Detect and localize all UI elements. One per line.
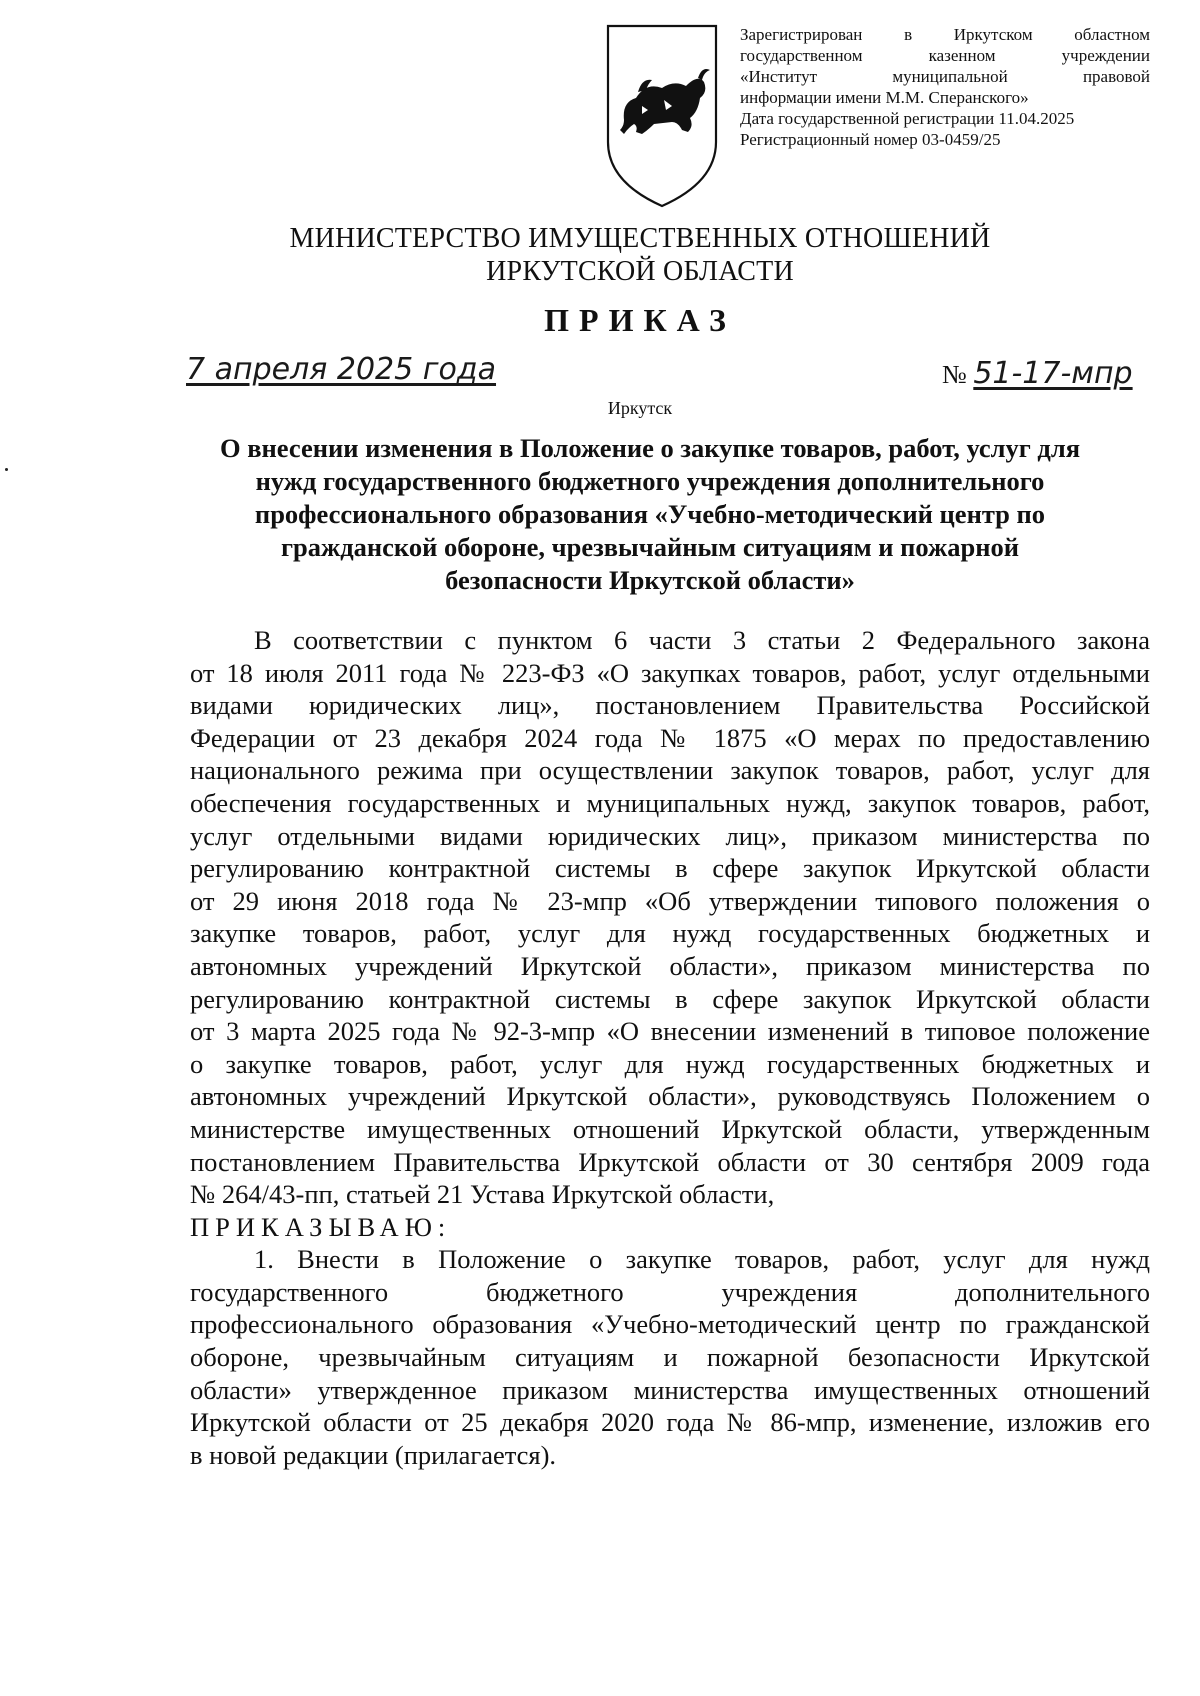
preamble-line: от 3 марта 2025 года № 92-3-мпр «О внесении изменений в типовое положение bbox=[190, 1016, 1150, 1047]
preamble-line: услуг отдельными видами юридических лиц», приказом министерства по bbox=[190, 820, 1150, 851]
document-body bbox=[190, 624, 1150, 1471]
item-1-line: обороне, чрезвычайным ситуациям и пожарной безопасности Иркутской bbox=[190, 1342, 1150, 1373]
registration-line: «Институт муниципальной правовой bbox=[740, 67, 1150, 86]
item-1-line: в новой редакции (прилагается). bbox=[190, 1439, 557, 1470]
preamble-line: от 18 июля 2011 года № 223-ФЗ «О закупках товаров, работ, услуг отдельными bbox=[190, 657, 1150, 688]
coat-of-arms-icon bbox=[602, 22, 722, 212]
number-sign: № bbox=[942, 360, 967, 389]
preamble-line: постановлением Правительства Иркутской области от 30 сентября 2009 года bbox=[190, 1146, 1150, 1177]
item-1-line: профессионального образования «Учебно-методический центр по гражданской bbox=[190, 1309, 1150, 1340]
preamble-line: обеспечения государственных и муниципальных нужд, закупок товаров, работ, bbox=[190, 787, 1150, 818]
preamble-line: № 264/43-пп, статьей 21 Устава Иркутской области, bbox=[190, 1179, 775, 1210]
order-number bbox=[942, 356, 1133, 391]
subject-line: О внесении изменения в Положение о закупке товаров, работ, услуг для bbox=[219, 433, 1081, 463]
preamble-line: автономных учреждений Иркутской области», приказом министерства по bbox=[190, 950, 1150, 981]
item-1-line: государственного бюджетного учреждения дополнительного bbox=[190, 1276, 1150, 1307]
preamble-line: регулированию контрактной системы в сфере закупок Иркутской области bbox=[190, 853, 1150, 884]
item-1-line: 1. Внести в Положение о закупке товаров, работ, услуг для нужд bbox=[254, 1244, 1150, 1275]
ministry-name-line: МИНИСТЕРСТВО ИМУЩЕСТВЕННЫХ ОТНОШЕНИЙ bbox=[289, 223, 991, 254]
item-1-line: области» утвержденное приказом министерства имущественных отношений bbox=[190, 1374, 1150, 1405]
ministry-name-line: ИРКУТСКОЙ ОБЛАСТИ bbox=[486, 256, 794, 287]
scan-speck bbox=[5, 468, 8, 471]
order-word: ПРИКАЗЫВАЮ: bbox=[190, 1211, 452, 1242]
subject-line: профессионального образования «Учебно-методический центр по bbox=[254, 499, 1046, 529]
subject-line: гражданской обороне, чрезвычайным ситуациям и пожарной bbox=[281, 532, 1019, 562]
preamble-line: национального режима при осуществлении закупок товаров, работ, услуг для bbox=[190, 755, 1150, 786]
subject-line: нужд государственного бюджетного учреждения дополнительного bbox=[255, 466, 1045, 496]
registration-line: государственном казенном учреждении bbox=[740, 46, 1150, 65]
document-subject bbox=[190, 432, 1110, 597]
handwritten-number: 51-17-мпр bbox=[973, 356, 1133, 391]
preamble-line: видами юридических лиц», постановлением Правительства Российской bbox=[190, 690, 1150, 721]
preamble-line: В соответствии с пунктом 6 части 3 статьи 2 Федерального закона bbox=[254, 625, 1150, 655]
preamble-line: Федерации от 23 декабря 2024 года № 1875 «О мерах по предоставлению bbox=[190, 722, 1150, 753]
handwritten-date: 7 апреля 2025 года bbox=[186, 352, 497, 387]
preamble-line: закупке товаров, работ, услуг для нужд государственных бюджетных и bbox=[190, 918, 1150, 949]
preamble-line: от 29 июня 2018 года № 23-мпр «Об утверждении типового положения о bbox=[190, 885, 1150, 916]
registration-number: Регистрационный номер 03-0459/25 bbox=[740, 130, 1001, 149]
ministry-name bbox=[200, 222, 1080, 288]
registration-date: Дата государственной регистрации 11.04.2025 bbox=[740, 109, 1075, 128]
subject-line: безопасности Иркутской области» bbox=[445, 565, 855, 595]
registration-stamp bbox=[740, 24, 1150, 150]
preamble-line: министерстве имущественных отношений Иркутской области, утвержденным bbox=[190, 1113, 1150, 1144]
preamble-line: регулированию контрактной системы в сфере закупок Иркутской области bbox=[190, 983, 1150, 1014]
document-title: ПРИКАЗ bbox=[544, 302, 736, 338]
registration-line: Зарегистрирован в Иркутском областном bbox=[740, 25, 1150, 44]
preamble-line: о закупке товаров, работ, услуг для нужд государственных бюджетных и bbox=[190, 1048, 1150, 1079]
item-1-line: Иркутской области от 25 декабря 2020 года № 86-мпр, изменение, изложив его bbox=[190, 1407, 1150, 1438]
registration-line: информации имени М.М. Сперанского» bbox=[740, 88, 1029, 107]
city-name: Иркутск bbox=[607, 398, 673, 418]
preamble-line: автономных учреждений Иркутской области», руководствуясь Положением о bbox=[190, 1081, 1150, 1112]
